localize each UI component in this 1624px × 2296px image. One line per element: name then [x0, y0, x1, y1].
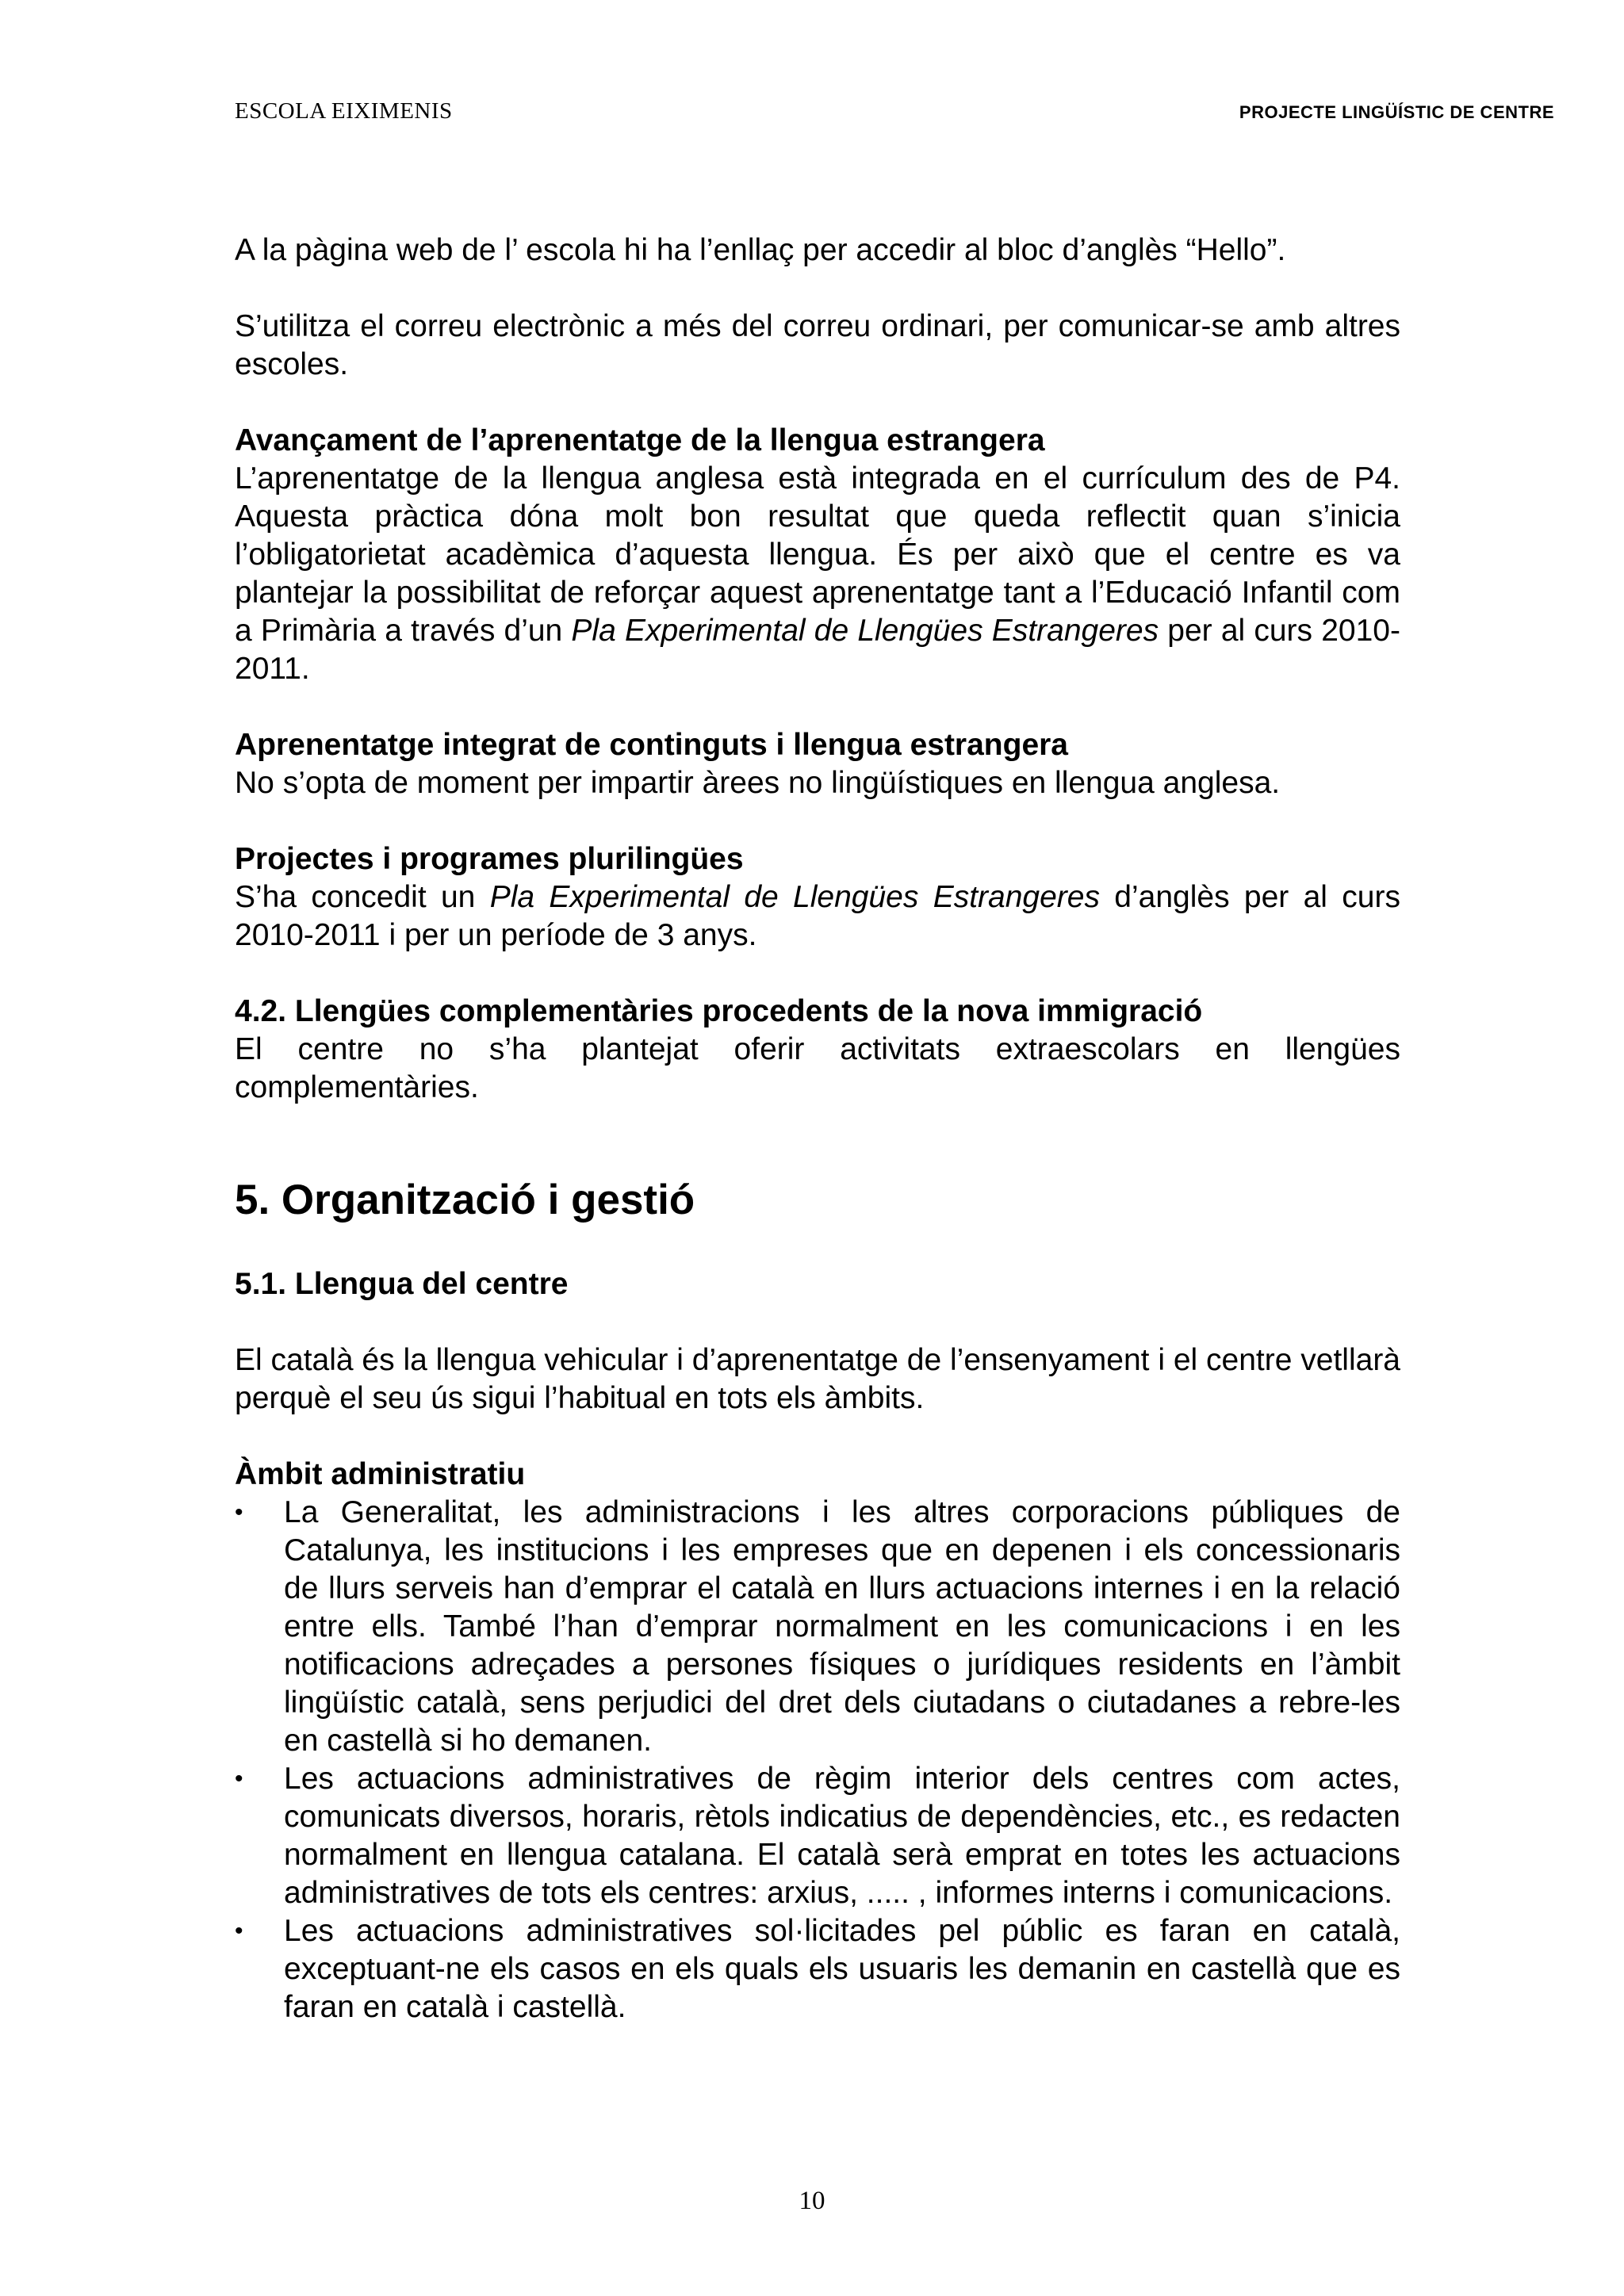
list-item [235, 1912, 1400, 2026]
bullet-list [235, 1494, 1400, 2026]
paragraph-llengua-centre: El català és la llengua vehicular i d’aprenentatge de l’ensenyament i el centre vetllarà perquè el seu ús sigui l’habitual en tots els àmbits. [235, 1343, 1400, 1415]
list-item [235, 1494, 1400, 1760]
list-item-text: Les actuacions administratives de règim interior dels centres com actes, comunicats diversos, horaris, rètols indicatius de dependències, etc., es redacten normalment en llengua catalana. El català serà emprat en totes les actuacions administratives de tots els centres: arxius, ..... , informes interns i comunicacions. [284, 1762, 1400, 1910]
section-text: El centre no s’ha plantejat oferir activitats extraescolars en llengües complementàries. [235, 1032, 1400, 1104]
section-text-italic: Pla Experimental de Llengües Estrangeres [571, 614, 1159, 648]
section-heading: Aprenentatge integrat de continguts i llengua estrangera [235, 728, 1069, 762]
section-4-2 [235, 993, 1400, 1107]
bullet-icon: • [235, 1766, 243, 1792]
list-item-text: La Generalitat, les administracions i les altres corporacions públiques de Catalunya, les institucions i les empreses que en depenen i els concessionaris de llurs serveis han d’emprar el català en llurs actuacions internes i en la relació entre ells. També l’han d’emprar normalment en les comunicacions i en les notificacions adreçades a persones físiques o jurídiques residents en l’àmbit lingüístic català, sens perjudici del dret dels ciutadans o ciutadanes a rebre-les en castellà si ho demanen. [284, 1495, 1400, 1758]
bullet-icon: • [235, 1918, 243, 1944]
section-text: S’ha concedit un [235, 880, 490, 914]
section-text: L’aprenentatge de la llengua anglesa està integrada en el currículum des de P4. Aquesta pràctica dóna molt bon resultat que queda reflectit quan s’inicia l’obligatorietat acadèmica d’aquesta llengua. És per això que el centre es va plantejar la possibilitat de reforçar aquest aprenentatge tant a l’Educació Infantil com a Primària a través d’un [235, 461, 1400, 648]
list-item [235, 1760, 1400, 1912]
section-text: d’anglès per al curs 2010-2011 i per un període de 3 anys. [235, 880, 1400, 952]
subsection-title: 5.1. Llengua del centre [235, 1267, 569, 1301]
section-avancament [235, 422, 1400, 688]
ambit-administratiu [235, 1456, 1400, 2026]
paragraph-web-link: A la pàgina web de l’ escola hi ha l’enllaç per accedir al bloc d’anglès “Hello”. [235, 233, 1286, 267]
bullet-icon: • [235, 1499, 243, 1525]
school-name: ESCOLA EIXIMENIS [235, 98, 453, 124]
page-content [235, 232, 1400, 2026]
ambit-heading: Àmbit administratiu [235, 1457, 526, 1491]
section-heading: Avançament de l’aprenentatge de la llengua estrangera [235, 423, 1045, 457]
document-title: PROJECTE LINGÜÍSTIC DE CENTRE [1239, 102, 1554, 122]
section-aicle [235, 726, 1400, 802]
section-text-italic: Pla Experimental de Llengües Estrangeres [489, 880, 1100, 914]
chapter-title: 5. Organització i gestió [235, 1177, 695, 1223]
section-text: per al curs 2010-2011. [235, 614, 1400, 686]
page-number: 10 [799, 2187, 825, 2215]
section-text: No s’opta de moment per impartir àrees no lingüístiques en llengua anglesa. [235, 766, 1281, 800]
section-heading: 4.2. Llengües complementàries procedents de la nova immigració [235, 994, 1203, 1028]
page-header [0, 0, 1624, 159]
section-heading: Projectes i programes plurilingües [235, 842, 744, 876]
section-projectes [235, 840, 1400, 955]
paragraph-email: S’utilitza el correu electrònic a més del correu ordinari, per comunicar-se amb altres escoles. [235, 309, 1400, 381]
list-item-text: Les actuacions administratives sol·licitades pel públic es faran en català, exceptuant-ne els casos en els quals els usuaris les demanin en castellà que es faran en català i castellà. [284, 1914, 1400, 2024]
